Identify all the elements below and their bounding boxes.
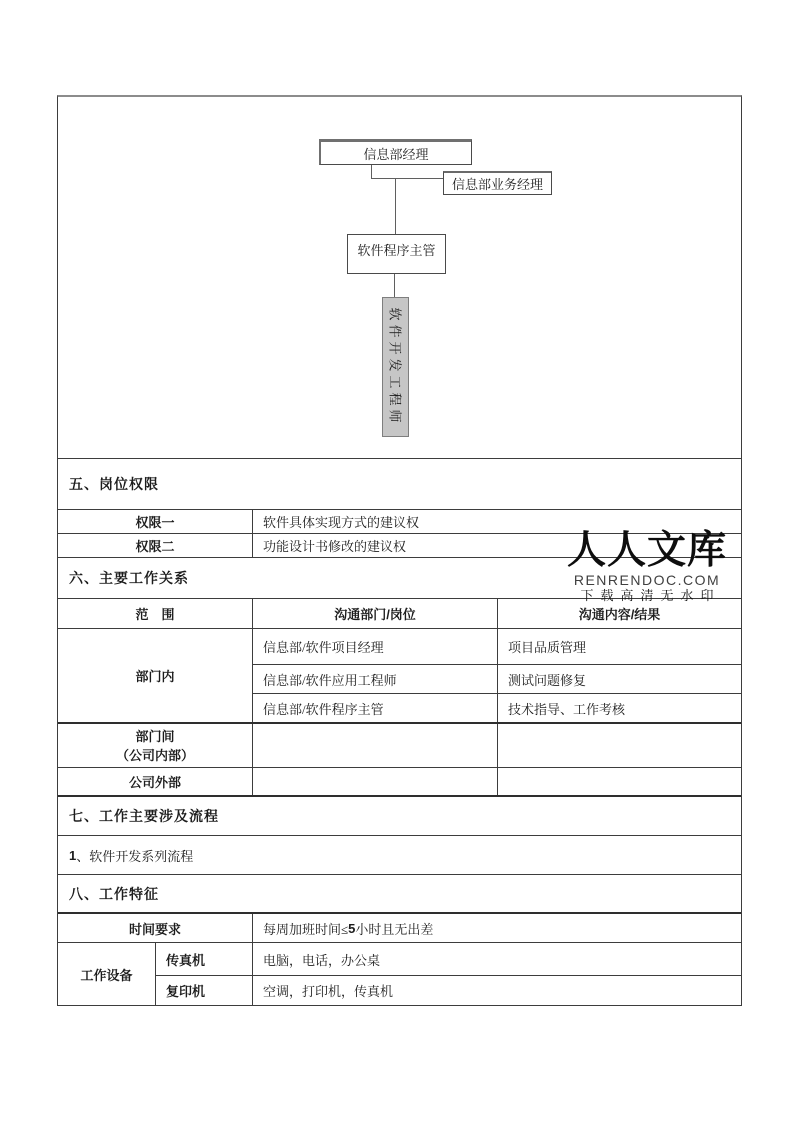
- header-dept-label: 沟通部门/岗位: [334, 607, 416, 622]
- equipment-type: 传真机: [166, 952, 206, 968]
- header-scope-label: 范 围: [135, 607, 175, 622]
- dept-cell: [253, 629, 498, 664]
- authority-2-value: 功能设计书修改的建议权: [263, 539, 407, 554]
- scope-external-label: 公司外部: [128, 775, 181, 790]
- scope-between-line1: 部门间: [135, 728, 175, 744]
- equipment-type-cell: [156, 943, 253, 975]
- table-row: [156, 943, 741, 975]
- content-cell: [498, 629, 741, 664]
- authority-2-label: 权限二: [135, 539, 175, 554]
- section5-title: 五、岗位权限: [69, 476, 159, 492]
- content-value: 技术指导、工作考核: [508, 701, 626, 717]
- content-cell: [498, 694, 741, 722]
- header-dept: [253, 599, 498, 628]
- connector-line-vertical-2: [395, 179, 396, 234]
- header-content-label: 沟通内容/结果: [578, 607, 661, 622]
- section6-title: 六、主要工作关系: [69, 570, 189, 586]
- equipment-label: 工作设备: [80, 967, 133, 983]
- external-row: [58, 767, 741, 795]
- empty-dept-cell: [253, 724, 498, 767]
- scope-internal-cell: [58, 629, 253, 722]
- time-value-prefix: 每周加班时间≤: [263, 921, 349, 937]
- table-row: [253, 664, 741, 693]
- authority-1-label-cell: [58, 510, 253, 533]
- scope-external-cell: [58, 768, 253, 795]
- equipment-value-cell: [253, 943, 741, 975]
- org-box-manager-label: 信息部经理: [363, 146, 429, 162]
- header-scope: [58, 599, 253, 628]
- section5-heading-row: [58, 458, 741, 509]
- empty-content-cell: [498, 768, 741, 795]
- table-row: [156, 975, 741, 1005]
- section7-heading-row: [58, 795, 741, 835]
- connector-line-vertical-1: [371, 165, 372, 178]
- section8-heading-row: [58, 874, 741, 912]
- watermark: [551, 529, 743, 603]
- scope-internal-label: 部门内: [135, 669, 175, 684]
- equipment-value: 电脑，电话，办公桌: [263, 952, 381, 968]
- dept-value: 信息部/软件项目经理: [263, 640, 384, 655]
- empty-content-cell: [498, 724, 741, 767]
- org-box-manager: [319, 139, 472, 165]
- between-dept-row: [58, 722, 741, 767]
- dept-value: 信息部/软件应用工程师: [263, 672, 397, 688]
- connector-line-vertical-3: [394, 274, 395, 297]
- equipment-value-cell: [253, 976, 741, 1005]
- equipment-block: [58, 942, 741, 1005]
- org-chart-section: [58, 97, 741, 458]
- time-value-cell: [253, 914, 741, 942]
- org-box-program-supervisor: [347, 234, 446, 274]
- header-content: [498, 599, 741, 628]
- equipment-value: 空调，打印机，传真机: [263, 984, 394, 999]
- watermark-brand: 人人文库: [566, 529, 727, 572]
- content-value: 测试问题修复: [508, 672, 587, 688]
- time-label-cell: [58, 914, 253, 942]
- org-box-business-manager-label: 信息部业务经理: [451, 177, 543, 192]
- scope-between-cell: [58, 724, 253, 767]
- watermark-domain: RENRENDOC.COM: [573, 572, 721, 588]
- process-item-row: [58, 835, 741, 874]
- org-box-business-manager: [443, 171, 552, 195]
- time-label: 时间要求: [128, 921, 181, 937]
- section7-title: 七、工作主要涉及流程: [69, 808, 219, 824]
- watermark-tagline: 下载高清无水印: [580, 588, 721, 603]
- authority-1-label: 权限一: [135, 515, 175, 530]
- time-value-suffix: 小时且无出差: [355, 921, 434, 937]
- scope-between-line2: （公司内部）: [115, 747, 194, 763]
- connector-line-horizontal: [371, 178, 444, 179]
- dept-value: 信息部/软件程序主管: [263, 701, 384, 717]
- time-requirement-row: [58, 912, 741, 942]
- equipment-type: 复印机: [166, 984, 206, 999]
- table-row: [253, 693, 741, 722]
- empty-dept-cell: [253, 768, 498, 795]
- time-value-number: 5: [348, 920, 356, 936]
- table-row: [253, 629, 741, 664]
- dept-cell: [253, 694, 498, 722]
- equipment-label-cell: [58, 943, 156, 1005]
- content-value: 项目品质管理: [508, 640, 587, 655]
- equipment-rows: [156, 943, 741, 1005]
- section8-title: 八、工作特征: [69, 885, 159, 902]
- internal-scope-block: [58, 628, 741, 722]
- dept-cell: [253, 665, 498, 693]
- authority-2-label-cell: [58, 534, 253, 557]
- org-box-engineer: [382, 297, 409, 437]
- authority-1-value: 软件具体实现方式的建议权: [263, 515, 420, 530]
- equipment-type-cell: [156, 976, 253, 1005]
- internal-rows: [253, 629, 741, 722]
- process-item-number: 1: [69, 847, 77, 863]
- org-box-program-supervisor-label: 软件程序主管: [357, 243, 436, 258]
- org-box-engineer-label: 软件开发工程师: [387, 307, 402, 427]
- process-item-text: 、软件开发系列流程: [76, 848, 194, 864]
- content-cell: [498, 665, 741, 693]
